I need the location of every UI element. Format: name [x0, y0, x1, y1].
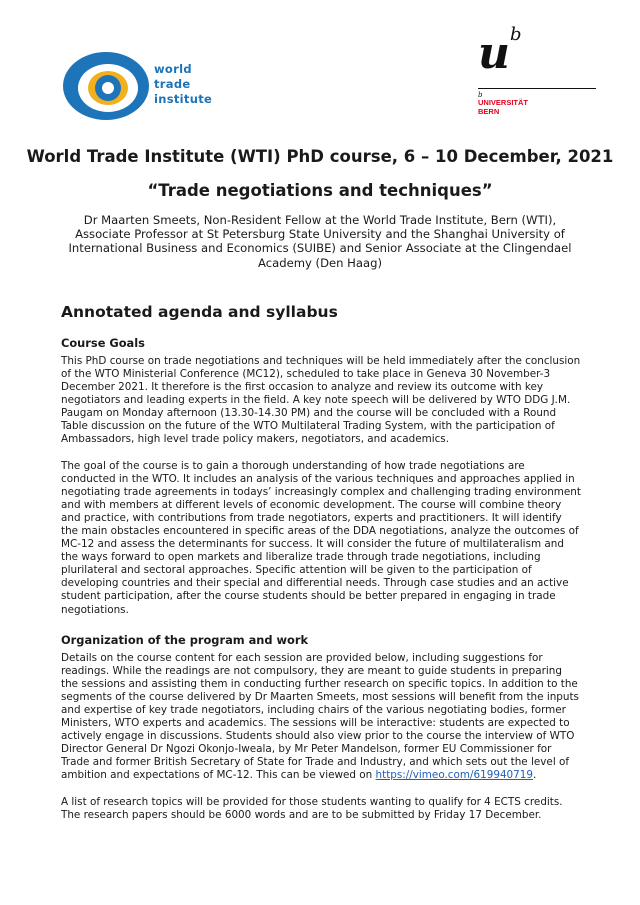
organization-heading: Organization of the program and work [61, 633, 309, 647]
organization-paragraph-1 [61, 652, 581, 782]
course-goals-paragraph-2: The goal of the course is to gain a thorough understanding of how trade negotiations are conducted in the WTO. It includes an analysis of the various techniques and approaches applied in negotiating trade agreements in todays’ increasingly complex and challenging trading environment and with members at different levels of economic development. The course will combine theory and practice, with contributions from trade negotiators, experts and practitioners. It will identify the main obstacles encountered in specific areas of the DDA negotiations, analyze the outcomes of MC-12 and assess the determinants for success. It will consider the future of multilateralism and the ways forward to open markets and liberalize trade through trade negotiations, including plurilateral and sectoral approaches. Specific attention will be given to the participation of developing countries and their special and differential needs. Through case studies and an active student participation, after the course students should be better prepared in engaging in trade negotiations. [61, 460, 581, 616]
wti-word-trade: trade [154, 77, 191, 91]
wti-word-world: world [154, 62, 192, 76]
agenda-heading: Annotated agenda and syllabus [61, 303, 338, 321]
unibe-mark-b: b [510, 24, 522, 45]
unibe-rule [478, 88, 596, 89]
unibe-small-b: b [478, 91, 483, 99]
document-title: World Trade Institute (WTI) PhD course, 6 – 10 December, 2021 [26, 147, 614, 166]
organization-paragraph-1-end: . [533, 769, 537, 782]
wti-logo [62, 50, 232, 122]
organization-paragraph-2: A list of research topics will be provided for those students wanting to qualify for 4 ECTS credits. The research papers should be 6000 words and are to be submitted by Friday 17 December. [61, 796, 563, 822]
unibe-mark-u: u [478, 28, 510, 79]
unibe-name-line2: BERN [478, 106, 500, 116]
unibe-name [478, 99, 528, 116]
vimeo-link[interactable]: https://vimeo.com/619940719 [375, 769, 533, 782]
wti-word-institute: institute [154, 92, 213, 106]
course-goals-heading: Course Goals [61, 336, 145, 350]
unibe-name-line1: UNIVERSITÄT [478, 98, 529, 107]
author-affiliation: Dr Maarten Smeets, Non-Resident Fellow at the World Trade Institute, Bern (WTI), Associate Professor at St Petersburg State University and the Shanghai University of International Business and Economics (SUIBE) and Senior Associate at the Clingendael Academy (Den Haag) [68, 213, 572, 270]
wti-eye-icon [62, 50, 150, 122]
course-goals-paragraph-1: This PhD course on trade negotiations and techniques will be held immediately after the conclusion of the WTO Ministerial Conference (MC12), scheduled to take place in Geneva 30 November-3 December 2021. It therefore is the first occasion to analyze and review its outcome with key negotiators and leading experts in the field. A key note speech will be delivered by WTO DDG J.M. Paugam on Monday afternoon (13.30-14.30 PM) and the course will be concluded with a Round Table discussion on the future of the WTO Multilateral Trading System, with the participation of Ambassadors, high level trade policy makers, negotiators, and academics. [61, 355, 581, 446]
organization-paragraph-1-text: Details on the course content for each session are provided below, including suggestions for readings. While the readings are not compulsory, they are meant to guide students in preparing the sessions and assisting them in conducting further research on specific topics. In addition to the segments of the course delivered by Dr Maarten Smeets, most sessions will benefit from the inputs and expertise of key trade negotiators, including chairs of the various negotiating bodies, former Ministers, WTO experts and academics. The sessions will be interactive: students are expected to actively engage in discussions. Students should also view prior to the course the interview of WTO Director General Dr Ngozi Okonjo-Iweala, by Mr Peter Mandelson, former EU Commissioner for Trade and former British Secretary of State for Trade and Industry, and which sets out the level of ambition and expectations of MC-12. This can be viewed on [61, 652, 579, 782]
unibe-logo [478, 24, 603, 128]
wti-wordmark [154, 62, 212, 107]
course-subtitle: “Trade negotiations and techniques” [147, 181, 493, 200]
